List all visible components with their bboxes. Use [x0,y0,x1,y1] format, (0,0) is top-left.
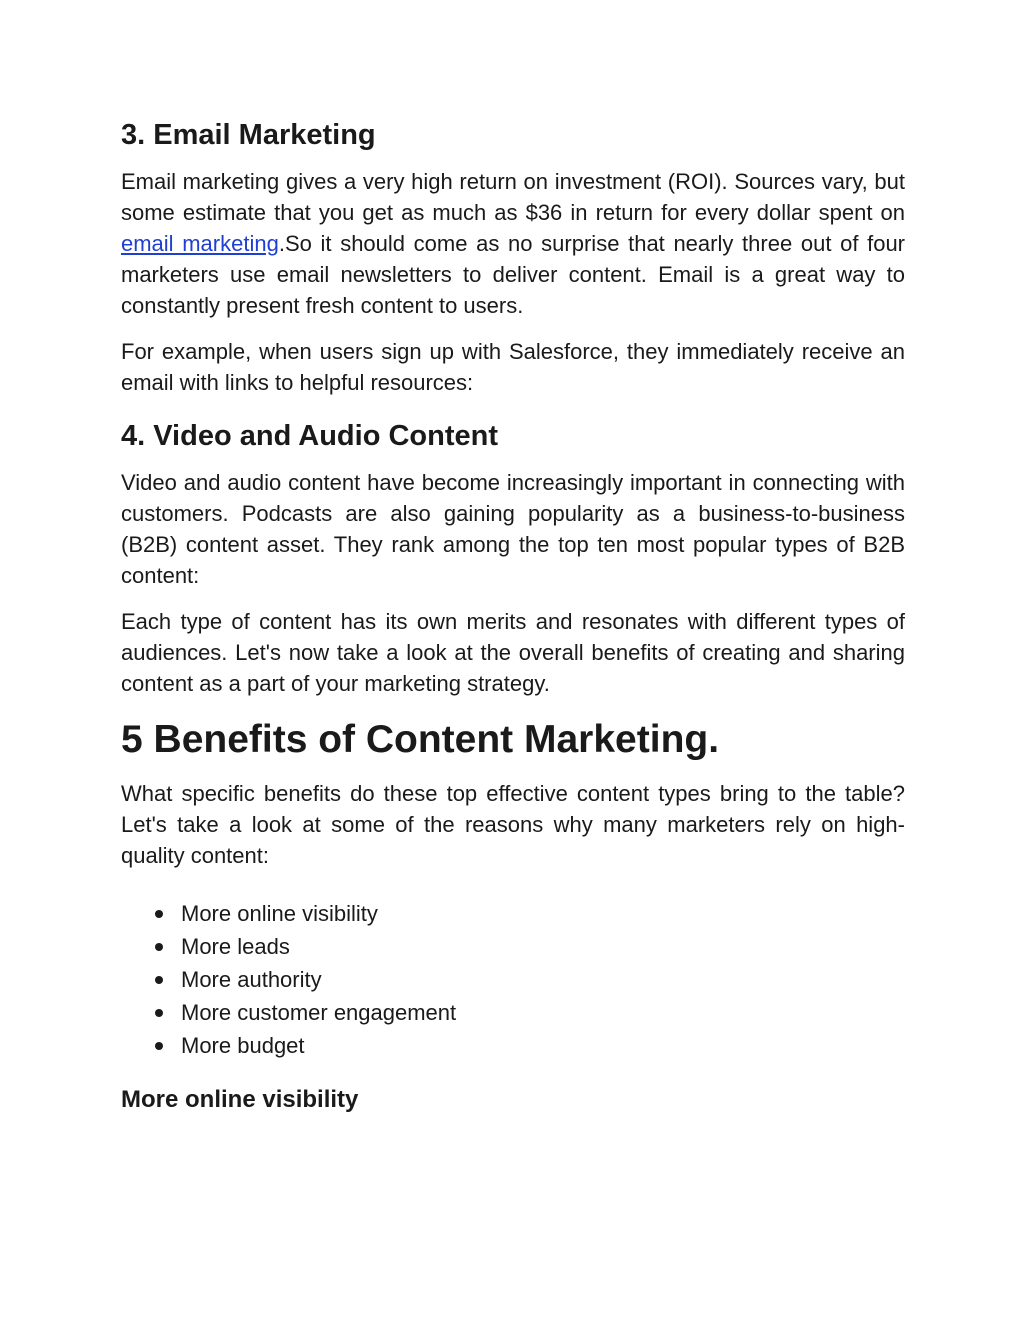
bullet-icon [155,910,163,918]
benefits-heading: 5 Benefits of Content Marketing. [121,718,720,761]
document-page [121,115,905,1116]
video-audio-heading: 4. Video and Audio Content [121,420,498,452]
list-item: More customer engagement [121,996,905,1029]
bullet-icon [155,1042,163,1050]
bullet-icon [155,1009,163,1017]
online-visibility-heading: More online visibility [121,1086,359,1113]
list-item: More leads [121,930,905,963]
email-marketing-heading: 3. Email Marketing [121,119,376,151]
email-paragraph-text-start: Email marketing gives a very high return on investment (ROI). Sources vary, but some estimate that you get as much as $36 in return for every dollar spent on [121,169,905,225]
benefits-intro-paragraph: What specific benefits do these top effective content types bring to the table? Let's take a look at some of the reasons why many marketers rely on high-quality content: [121,781,905,868]
email-marketing-paragraph [121,166,905,321]
email-marketing-link[interactable]: email marketing [121,231,279,256]
bullet-icon [155,943,163,951]
benefits-list [121,897,905,1062]
content-merits-paragraph: Each type of content has its own merits and resonates with different types of audiences. Let's now take a look at the overall benefits of creating and sharing content as a part of your marketing strategy. [121,609,905,696]
list-item: More authority [121,963,905,996]
bullet-icon [155,976,163,984]
list-item: More online visibility [121,897,905,930]
salesforce-example-paragraph: For example, when users sign up with Salesforce, they immediately receive an email with links to helpful resources: [121,339,905,395]
video-audio-paragraph: Video and audio content have become increasingly important in connecting with customers. Podcasts are also gaining popularity as a business-to-business (B2B) content asset. They rank among the top ten most popular types of B2B content: [121,470,905,588]
email-paragraph-text-end: .So it should come as no surprise that nearly three out of four marketers use email newsletters to deliver content. Email is a great way to constantly present fresh content to users. [121,231,906,318]
list-item: More budget [121,1029,905,1062]
